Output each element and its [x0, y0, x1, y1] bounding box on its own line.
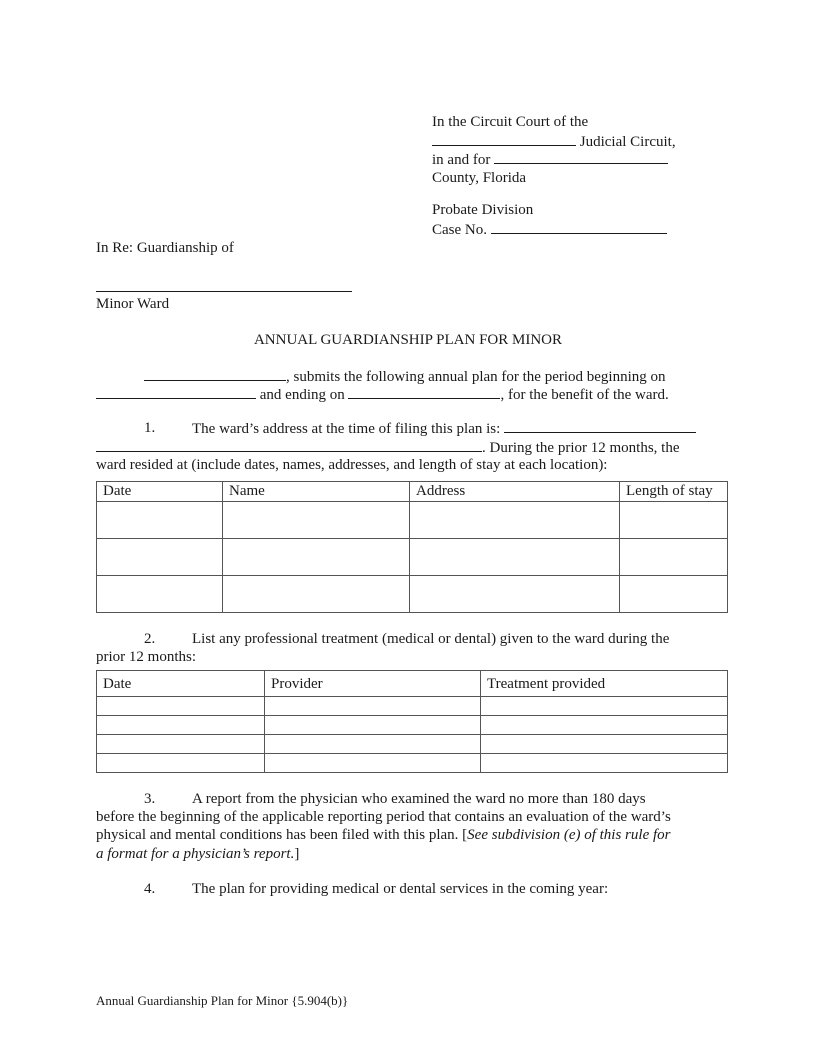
- page-footer: Annual Guardianship Plan for Minor {5.904(b)}: [96, 993, 349, 1008]
- minor-ward-label: Minor Ward: [96, 296, 170, 312]
- table-cell[interactable]: [481, 716, 728, 735]
- division-label: Probate Division: [432, 202, 534, 218]
- col-header-date: Date: [97, 671, 265, 697]
- table-cell[interactable]: [97, 716, 265, 735]
- intro-line-2: and ending on , for the benefit of the ward.: [96, 385, 669, 405]
- table-cell[interactable]: [481, 697, 728, 716]
- table-row: [97, 575, 728, 612]
- col-header-length-of-stay: Length of stay: [620, 482, 728, 502]
- table-cell[interactable]: [265, 735, 481, 754]
- court-line-1: In the Circuit Court of the: [432, 114, 589, 130]
- table-header-row: [97, 671, 728, 697]
- table-row: [97, 501, 728, 538]
- item-3-line-3: physical and mental conditions has been filed with this plan. [See subdivision (e) of this rule for: [96, 827, 671, 843]
- item-4-number: 4.: [144, 881, 156, 897]
- table-row: [97, 538, 728, 575]
- item-2-line-1: List any professional treatment (medical or dental) given to the ward during the: [192, 631, 670, 647]
- case-no-label: Case No.: [432, 221, 487, 238]
- table-row: [97, 697, 728, 716]
- intro-line-1: , submits the following annual plan for the period beginning on: [144, 367, 666, 387]
- item-2-number: 2.: [144, 631, 156, 647]
- table-cell[interactable]: [97, 501, 223, 538]
- col-header-provider: Provider: [265, 671, 481, 697]
- table-row: [97, 716, 728, 735]
- table-cell[interactable]: [265, 754, 481, 773]
- ward-address-field-2[interactable]: [96, 438, 482, 452]
- circuit-number-field[interactable]: [432, 132, 576, 146]
- table-cell[interactable]: [481, 735, 728, 754]
- treatment-table: [96, 670, 728, 773]
- table-cell[interactable]: [97, 754, 265, 773]
- item-3-line-4: a format for a physician’s report.]: [96, 846, 300, 862]
- item-3-number: 3.: [144, 791, 156, 807]
- table-cell[interactable]: [265, 716, 481, 735]
- item-1-line-2: . During the prior 12 months, the: [96, 438, 679, 458]
- county-field[interactable]: [494, 150, 668, 164]
- table-cell[interactable]: [265, 697, 481, 716]
- ward-name-field[interactable]: [96, 276, 352, 292]
- table-cell[interactable]: [97, 735, 265, 754]
- court-line-2: Judicial Circuit,: [579, 133, 676, 150]
- ward-address-field-1[interactable]: [504, 419, 696, 433]
- period-start-field[interactable]: [96, 385, 256, 399]
- table-cell[interactable]: [223, 538, 410, 575]
- table-cell[interactable]: [410, 501, 620, 538]
- court-line-3: in and for: [432, 152, 491, 168]
- court-header: [432, 113, 676, 238]
- item-1-line-3: ward resided at (include dates, names, addresses, and length of stay at each location):: [96, 457, 608, 473]
- col-header-name: Name: [223, 482, 410, 502]
- table-cell[interactable]: [223, 575, 410, 612]
- table-cell[interactable]: [410, 575, 620, 612]
- item-1-number: 1.: [144, 420, 156, 436]
- guardian-name-field[interactable]: [144, 367, 286, 381]
- col-header-address: Address: [410, 482, 620, 502]
- item-3-line-2: before the beginning of the applicable reporting period that contains an evaluation of the ward’s: [96, 809, 671, 825]
- document-title: ANNUAL GUARDIANSHIP PLAN FOR MINOR: [253, 332, 563, 348]
- table-header-row: [97, 482, 728, 502]
- table-cell[interactable]: [481, 754, 728, 773]
- table-cell[interactable]: [223, 501, 410, 538]
- table-cell[interactable]: [620, 538, 728, 575]
- col-header-date: Date: [97, 482, 223, 502]
- table-cell[interactable]: [410, 538, 620, 575]
- residence-table: [96, 481, 728, 613]
- table-cell[interactable]: [97, 697, 265, 716]
- item-1-line-1: The ward’s address at the time of filing this plan is:: [192, 419, 696, 439]
- case-number-field[interactable]: [491, 220, 667, 234]
- period-end-field[interactable]: [348, 385, 500, 399]
- court-line-4: County, Florida: [432, 169, 527, 186]
- table-cell[interactable]: [97, 538, 223, 575]
- item-4-text: The plan for providing medical or dental services in the coming year:: [192, 881, 609, 897]
- table-cell[interactable]: [620, 575, 728, 612]
- item-3-line-1: A report from the physician who examined the ward no more than 180 days: [192, 791, 646, 807]
- table-cell[interactable]: [97, 575, 223, 612]
- in-re-label: In Re: Guardianship of: [96, 240, 234, 256]
- item-2-line-2: prior 12 months:: [96, 649, 196, 665]
- col-header-treatment-provided: Treatment provided: [481, 671, 728, 697]
- table-cell[interactable]: [620, 501, 728, 538]
- table-row: [97, 754, 728, 773]
- table-row: [97, 735, 728, 754]
